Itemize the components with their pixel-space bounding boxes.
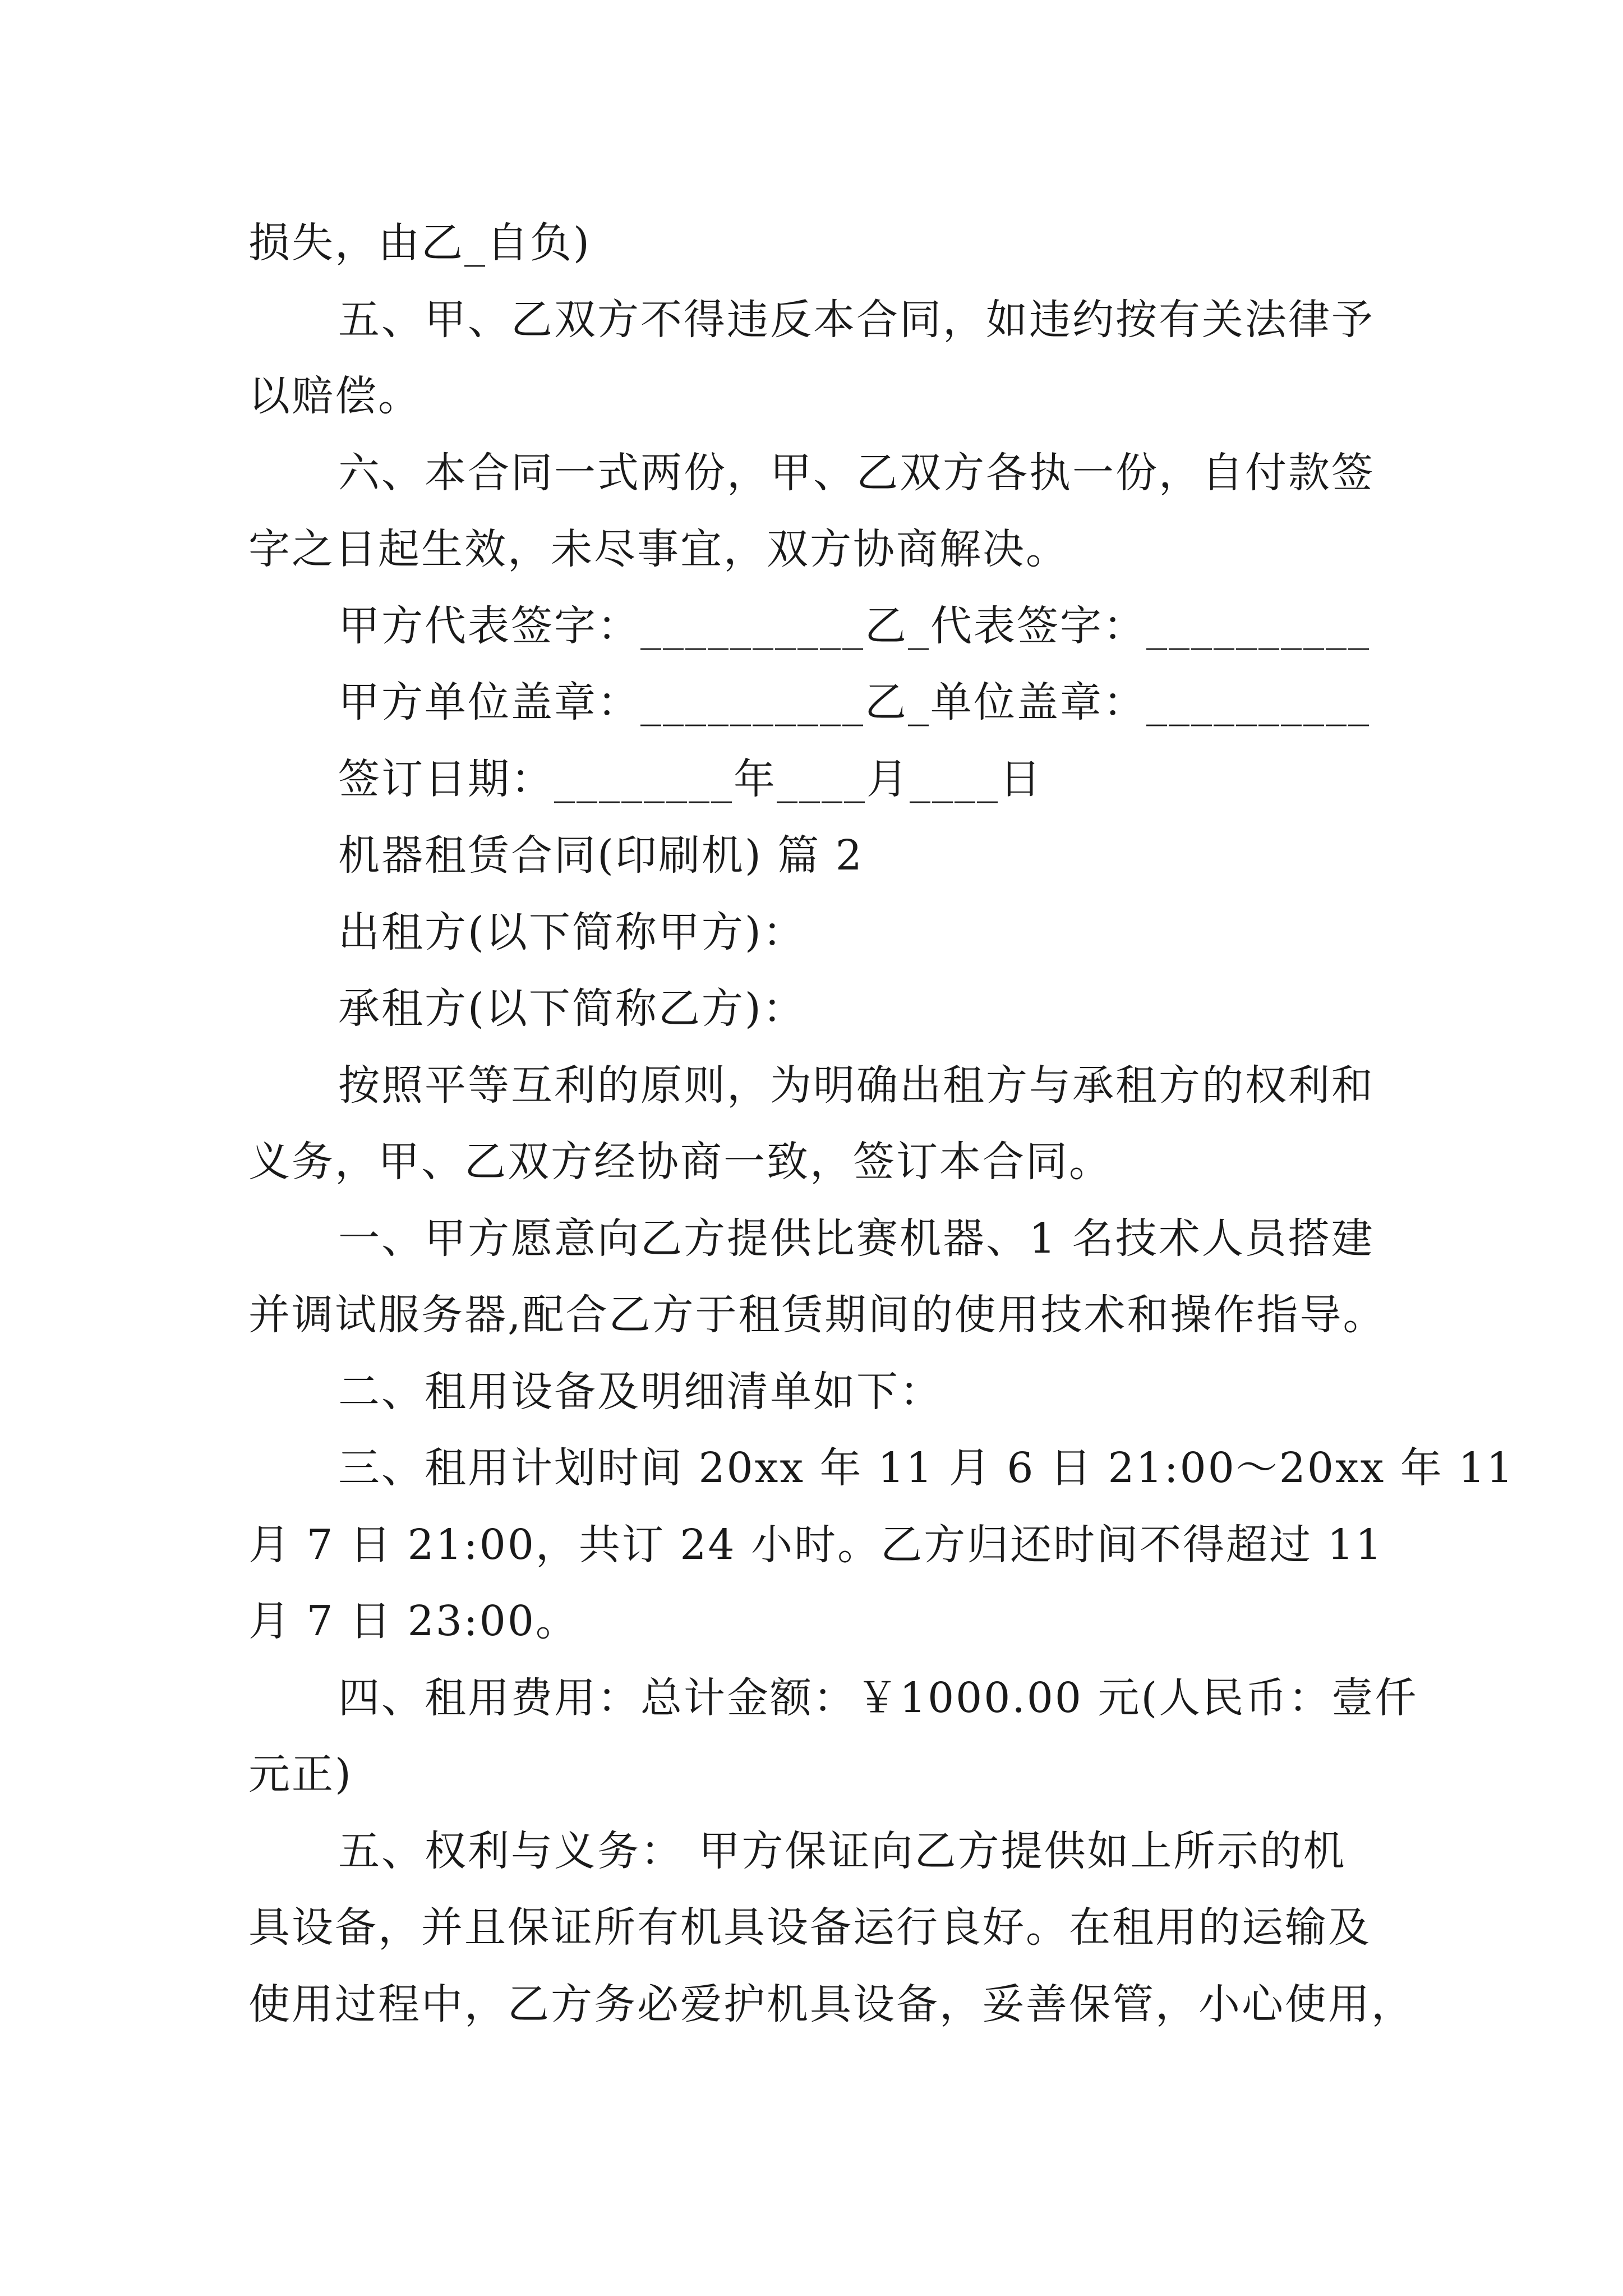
text-line: 三、租用计划时间 20xx 年 11 月 6 日 21:00～20xx 年 11: [338, 1444, 1515, 1492]
text-line: 使用过程中，乙方务必爱护机具设备，妥善保管，小心使用，: [248, 1980, 1414, 2028]
text-line: 机器租赁合同(印刷机) 篇 2: [338, 831, 864, 880]
text-line: 签订日期：________年____月____日: [338, 754, 1043, 803]
text-line: 四、租用费用：总计金额：￥1000.00 元(人民币：壹仟: [338, 1673, 1418, 1722]
text-line: 五、甲、乙双方不得违反本合同，如违约按有关法律予: [338, 295, 1375, 344]
text-line: 六、本合同一式两份，甲、乙双方各执一份，自付款签: [338, 448, 1375, 497]
text-line: 二、租用设备及明细清单如下：: [338, 1367, 943, 1416]
text-line: 承租方(以下简称乙方)：: [338, 984, 806, 1033]
text-line: 损失，由乙_自负): [248, 219, 591, 267]
text-line: 一、甲方愿意向乙方提供比赛机器、1 名技术人员搭建: [338, 1214, 1375, 1263]
text-line: 以赔偿。: [248, 372, 421, 420]
text-line: 甲方代表签字：__________乙_代表签字：__________: [338, 601, 1371, 650]
contract-text-body: [248, 205, 1515, 2042]
text-line: 义务，甲、乙双方经协商一致，签订本合同。: [248, 1138, 1112, 1186]
text-line: 按照平等互利的原则，为明确出租方与承租方的权利和: [338, 1061, 1375, 1110]
text-line: 具设备，并且保证所有机具设备运行良好。在租用的运输及: [248, 1903, 1371, 1952]
text-line: 元正): [248, 1750, 353, 1798]
text-line: 五、权利与义务： 甲方保证向乙方提供如上所示的机: [338, 1826, 1347, 1875]
text-line: 并调试服务器,配合乙方于租赁期间的使用技术和操作指导。: [248, 1291, 1386, 1339]
text-line: 字之日起生效，未尽事宜，双方协商解决。: [248, 525, 1069, 573]
text-line: 月 7 日 21:00，共订 24 小时。乙方归还时间不得超过 11: [248, 1520, 1384, 1569]
text-line: 甲方单位盖章：__________乙_单位盖章：__________: [338, 678, 1371, 726]
text-line: 出租方(以下简称甲方)：: [338, 908, 806, 956]
text-line: 月 7 日 23:00。: [248, 1597, 579, 1645]
